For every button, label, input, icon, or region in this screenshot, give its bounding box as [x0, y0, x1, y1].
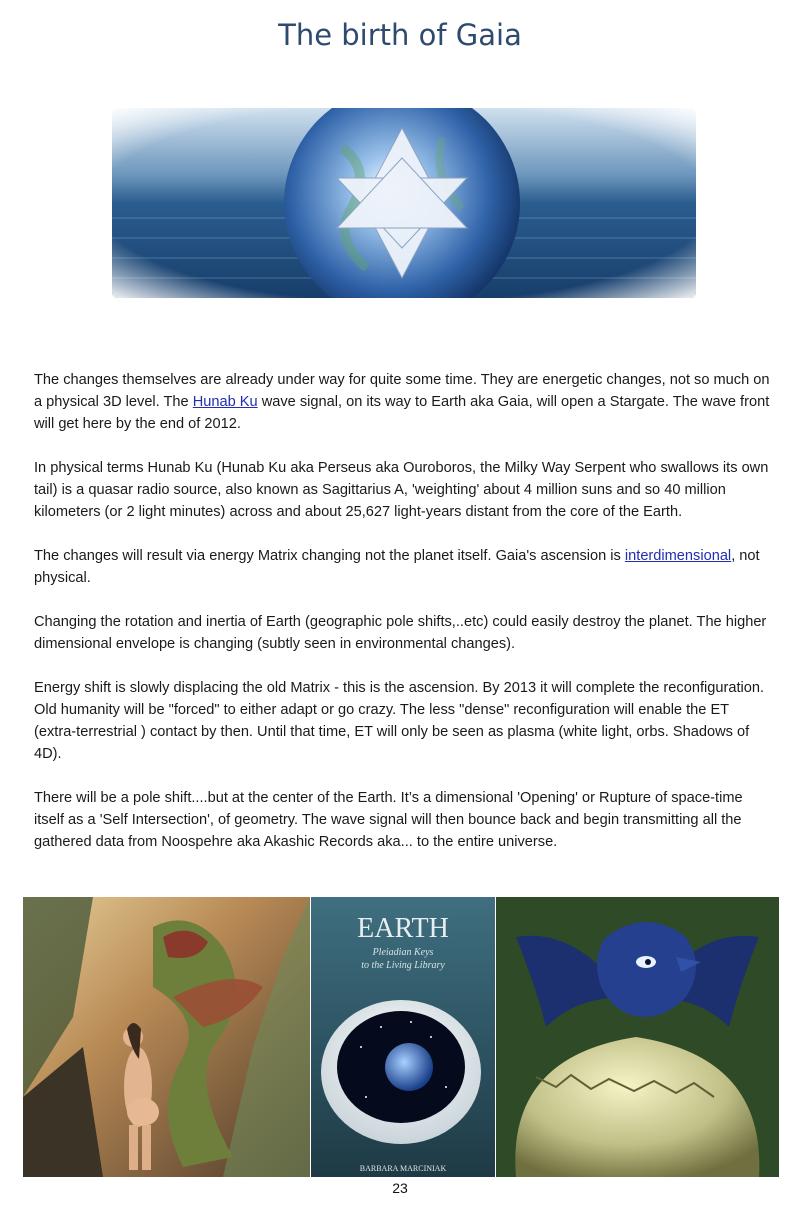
- book-title: EARTH: [357, 913, 449, 944]
- book-author: BARBARA MARCINIAK: [359, 1164, 447, 1173]
- hunab-ku-link[interactable]: Hunab Ku: [192, 394, 258, 410]
- interdimensional-link[interactable]: interdimensional: [624, 548, 732, 564]
- dragon-woman-painting: [23, 897, 310, 1177]
- hero-image-earth-merkaba: [112, 108, 696, 298]
- paragraph-3-text-a: The changes will result via energy Matrix changing not the planet itself. Gaia's ascension is: [34, 548, 625, 564]
- body-text: [34, 369, 774, 875]
- paragraph-6: There will be a pole shift....but at the center of the Earth. It’s a dimensional 'Opening' or Rupture of space-time itself as a 'Self Intersection', of geometry. The wave signal will then bounce back and begin transmitting all the gathered data from Noospehre aka Akashic Records aka... to the entire universe.: [34, 790, 743, 850]
- paragraph-1: [34, 369, 774, 435]
- paragraph-5: Energy shift is slowly displacing the old Matrix - this is the ascension. By 2013 it will complete the reconfiguration. Old humanity will be "forced" to either adapt or go crazy. The less "dense" reconfiguration will enable the ET (extra-terrestrial ) contact by then. Until that time, ET will only be seen as plasma (white light, orbs. Shadows of 4D).: [34, 680, 765, 762]
- paragraph-2: In physical terms Hunab Ku (Hunab Ku aka Perseus aka Ouroboros, the Milky Way Serpent who swallows its own tail) is a quasar radio source, also known as Sagittarius A, 'weighting' about 4 million suns and so 40 million kilometers (or 2 light minutes) across and about 25,627 light-years distant from the core of the Earth.: [34, 460, 769, 520]
- paragraph-1-text-b: wave signal, on its way to Earth aka Gaia, will open a Stargate. The wave front will get here by the end of 2012.: [34, 394, 770, 432]
- image-gallery: [23, 897, 779, 1177]
- page-number: 23: [392, 1180, 408, 1196]
- book-subtitle-1: Pleiadian Keys: [372, 947, 434, 958]
- paragraph-1-text-a: The changes themselves are already under way for quite some time. They are energetic changes, not so much on a physical 3D level. The: [34, 372, 770, 410]
- page-title: The birth of Gaia: [278, 18, 522, 52]
- paragraph-3: [34, 545, 774, 589]
- paragraph-3-text-b: , not physical.: [34, 548, 760, 586]
- paragraph-4: Changing the rotation and inertia of Earth (geographic pole shifts,..etc) could easily destroy the planet. The higher dimensional envelope is changing (subtly seen in environmental changes).: [34, 614, 767, 652]
- dragon-egg-illustration: [496, 897, 779, 1177]
- earth-book-cover: [311, 897, 495, 1177]
- book-subtitle-2: to the Living Library: [361, 960, 445, 971]
